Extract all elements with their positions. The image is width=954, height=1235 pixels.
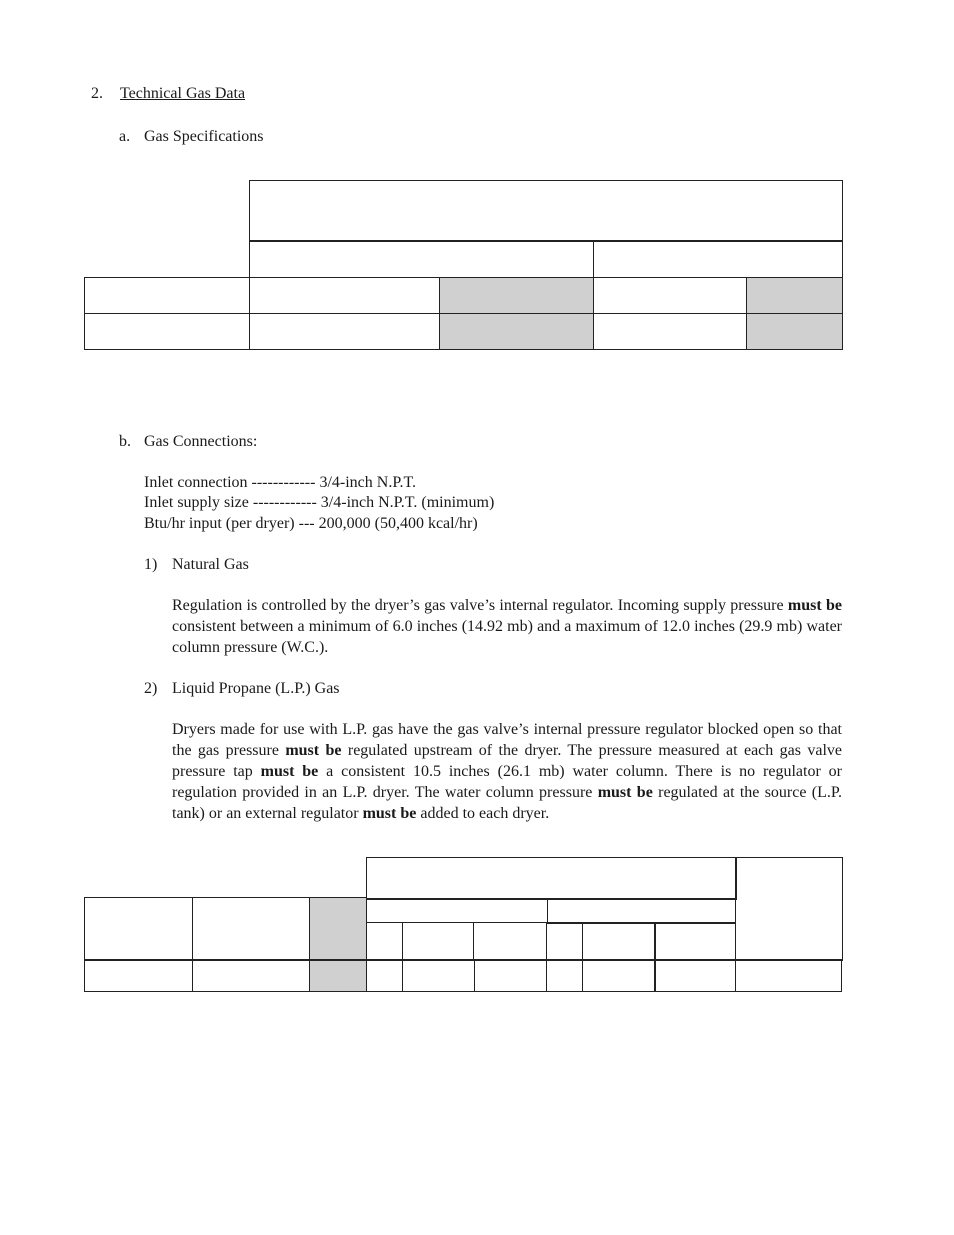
table-subheader-cell xyxy=(594,241,843,278)
table-cell xyxy=(594,278,747,314)
gas-specifications-table xyxy=(84,180,843,350)
table-header-cell xyxy=(366,857,737,900)
table-cell xyxy=(250,278,440,314)
lp-gas-title: Liquid Propane (L.P.) Gas xyxy=(172,680,340,697)
connection-line: Inlet supply size ------------ 3/4-inch N.P.T. (minimum) xyxy=(144,494,495,511)
table-subheader-cell xyxy=(547,922,583,960)
table-cell xyxy=(85,278,250,314)
table-cell xyxy=(403,959,475,992)
sub-a-letter: a. xyxy=(119,128,131,145)
table-header-cell-shaded xyxy=(310,897,367,961)
table-subheader-cell xyxy=(402,922,474,960)
table-header-cell xyxy=(735,857,843,961)
natural-gas-title: Natural Gas xyxy=(172,556,249,573)
table-cell xyxy=(736,959,842,992)
table-cell xyxy=(367,959,403,992)
sub-a-title: Gas Specifications xyxy=(144,128,264,145)
table-subheader-cell xyxy=(366,922,403,960)
table-subheader-cell xyxy=(656,922,735,960)
table-subheader-cell xyxy=(474,922,547,960)
table-cell xyxy=(475,959,547,992)
table-cell xyxy=(192,959,310,992)
table-subheader-cell xyxy=(250,241,594,278)
table-cell xyxy=(84,959,193,992)
table-subheader-cell xyxy=(583,922,656,960)
gas-pressure-table xyxy=(84,857,843,991)
connection-line: Inlet connection ------------ 3/4-inch N.P.T. xyxy=(144,474,417,491)
table-cell-shaded xyxy=(747,314,843,350)
table-corner-blank xyxy=(85,241,250,278)
table-subheader-cell xyxy=(366,898,548,923)
table-cell-shaded xyxy=(310,959,367,992)
table-cell-shaded xyxy=(440,278,594,314)
table-header-cell xyxy=(192,897,310,961)
natural-gas-number: 1) xyxy=(144,556,158,573)
lp-gas-number: 2) xyxy=(144,680,158,697)
section-title: Technical Gas Data xyxy=(120,85,246,102)
table-cell xyxy=(594,314,747,350)
table-cell-shaded xyxy=(747,278,843,314)
sub-b-letter: b. xyxy=(119,433,131,450)
table-subheader-cell xyxy=(546,898,736,924)
table-row xyxy=(85,278,843,314)
table-row xyxy=(84,959,842,990)
table-row xyxy=(85,314,843,350)
sub-b-title: Gas Connections: xyxy=(144,433,258,450)
table-corner-blank xyxy=(85,181,250,241)
connection-line: Btu/hr input (per dryer) --- 200,000 (50,400 kcal/hr) xyxy=(144,515,478,532)
table-cell xyxy=(85,314,250,350)
section-number: 2. xyxy=(91,85,103,102)
table-cell-shaded xyxy=(440,314,594,350)
table-cell xyxy=(656,959,736,992)
table-header-cell xyxy=(84,897,193,961)
natural-gas-paragraph: Regulation is controlled by the dryer’s gas valve’s internal regulator. Incoming supply pressure must be consistent between a minimum of 6.0 inches (14.92 mb) and a maximum of 12.0 inches (29.9 mb) water column pressure (W.C.). xyxy=(172,597,843,656)
lp-gas-paragraph: Dryers made for use with L.P. gas have the gas valve’s internal pressure regulator blocked open so that the gas pressure must be regulated upstream of the dryer. The pressure measured at each gas valve pressure tap must be a consistent 10.5 inches (26.1 mb) water column. There is no regulator or regulation provided in an L.P. dryer. The water column pressure must be regulated at the source (L.P. tank) or an external regulator must be added to each dryer. xyxy=(172,721,843,822)
table-cell xyxy=(250,314,440,350)
table-cell xyxy=(583,959,656,992)
table-header-cell xyxy=(250,181,843,241)
table-cell xyxy=(547,959,583,992)
